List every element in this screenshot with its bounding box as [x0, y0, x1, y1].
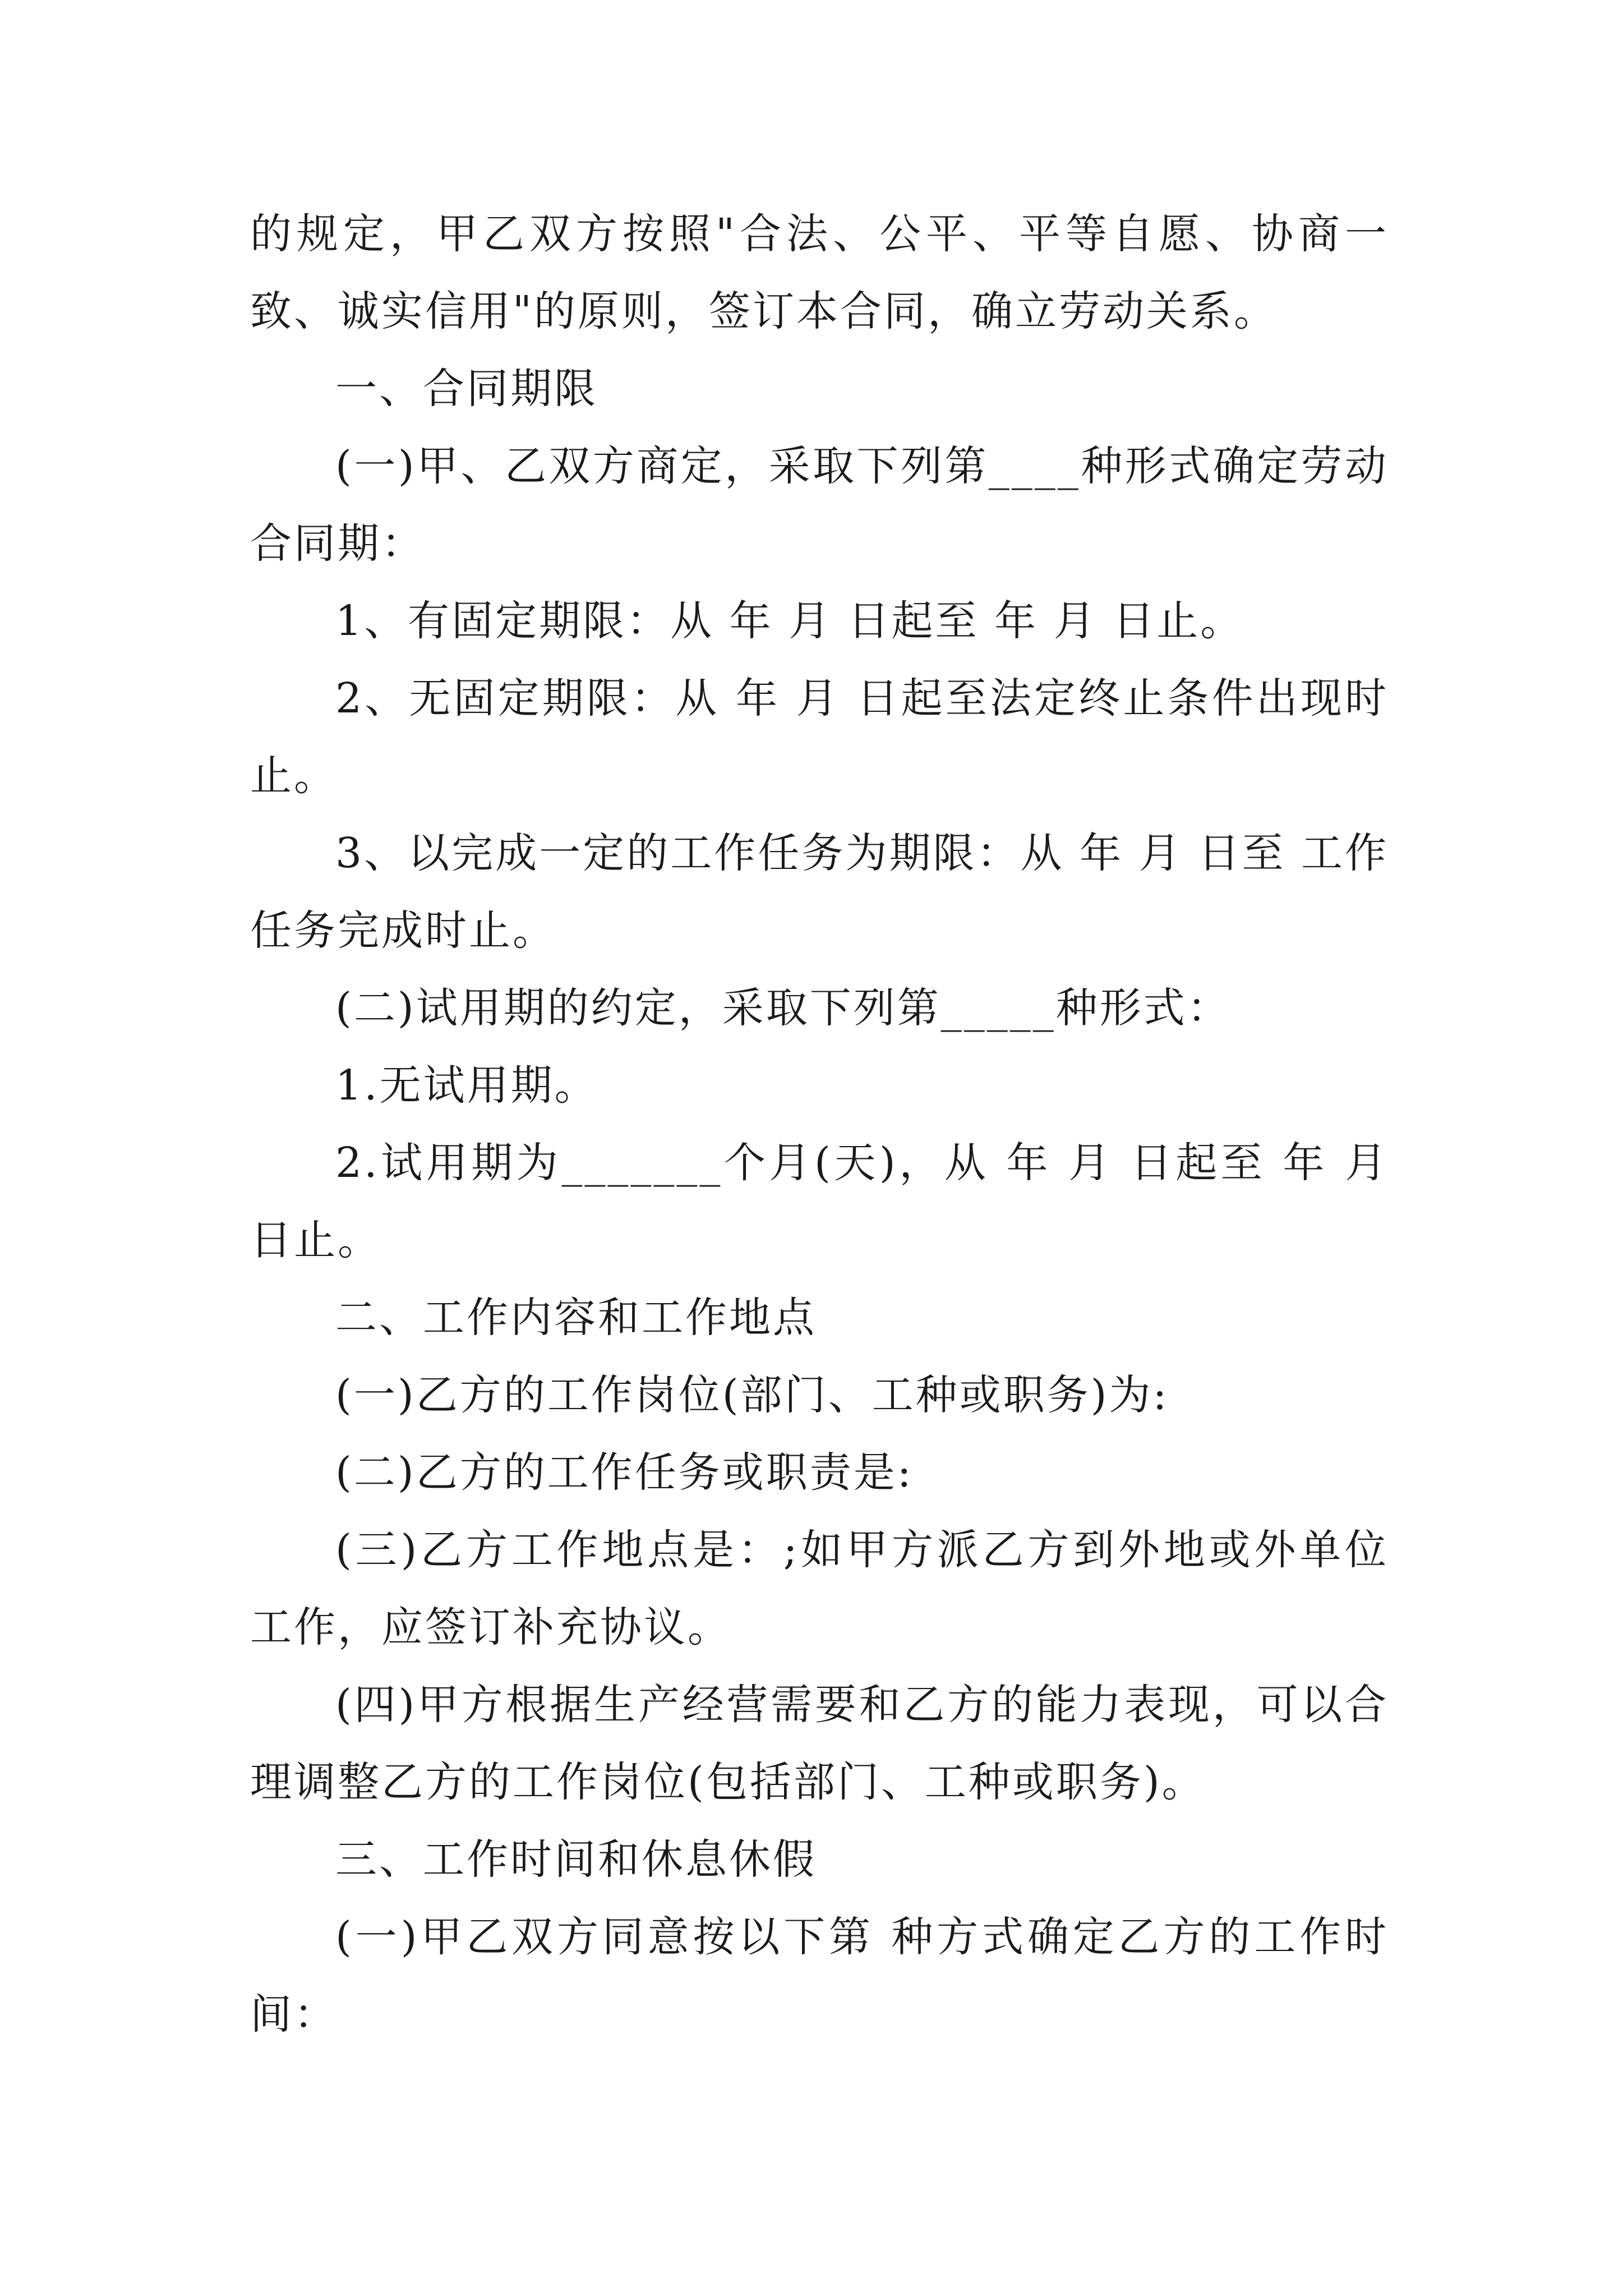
- paragraph-working-hours-method: (一)甲乙双方同意按以下第 种方式确定乙方的工作时间：: [250, 1913, 1389, 2039]
- section-heading-work-content: 二、工作内容和工作地点: [335, 1294, 817, 1342]
- paragraph-fixed-term: 1、有固定期限：从 年 月 日起至 年 月 日止。: [335, 597, 1244, 645]
- paragraph-job-duties: (二)乙方的工作任务或职责是:: [335, 1448, 914, 1497]
- paragraph-open-term: 2、无固定期限：从 年 月 日起至法定终止条件出现时止。: [250, 674, 1389, 800]
- paragraph-term-form: (一)甲、乙双方商定，采取下列第____种形式确定劳动合同期：: [250, 442, 1389, 568]
- paragraph-work-location: (三)乙方工作地点是：;如甲方派乙方到外地或外单位工作，应签订补充协议。: [250, 1526, 1389, 1651]
- section-heading-contract-term: 一、合同期限: [335, 365, 598, 413]
- section-heading-working-hours: 三、工作时间和休息休假: [335, 1835, 817, 1884]
- paragraph-principles: 的规定，甲乙双方按照"合法、公平、平等自愿、协商一致、诚实信用"的原则，签订本合同，确立劳动关系。: [250, 210, 1389, 335]
- paragraph-position-adjustment: (四)甲方根据生产经营需要和乙方的能力表现，可以合理调整乙方的工作岗位(包括部门、工种或职务)。: [250, 1681, 1389, 1806]
- paragraph-task-term: 3、以完成一定的工作任务为期限：从 年 月 日至 工作任务完成时止。: [250, 829, 1389, 955]
- paragraph-job-position: (一)乙方的工作岗位(部门、工种或职务)为:: [335, 1371, 1169, 1419]
- paragraph-no-probation: 1.无试用期。: [335, 1061, 598, 1110]
- paragraph-probation-form: (二)试用期的约定，采取下列第_____种形式：: [335, 984, 1231, 1032]
- paragraph-probation-period: 2.试用期为_______个月(天)，从 年 月 日起至 年 月 日止。: [250, 1139, 1389, 1264]
- contract-body: [250, 195, 1389, 2053]
